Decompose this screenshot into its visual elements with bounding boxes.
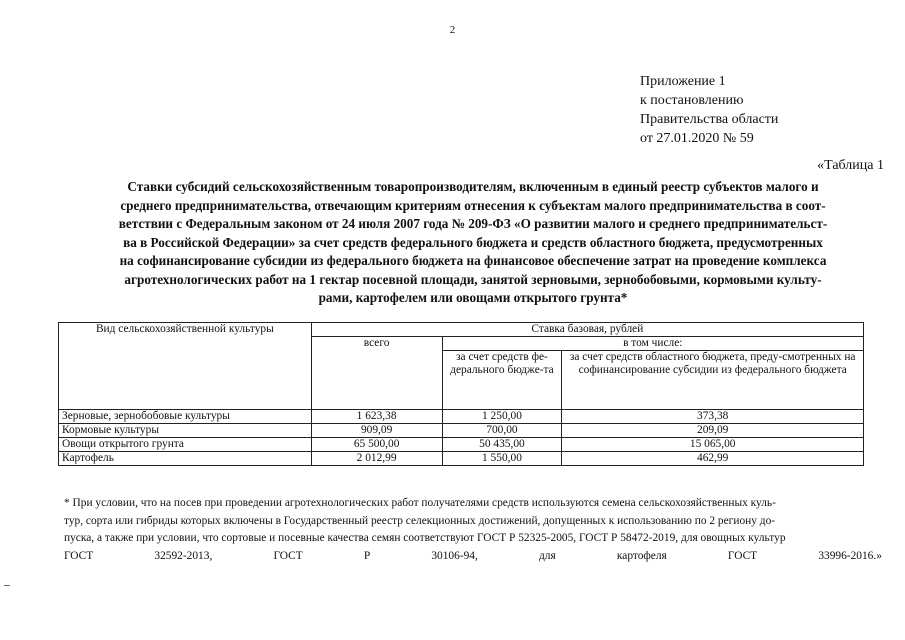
regional-cell: 15 065,00 [562,438,864,452]
header-rate: Ставка базовая, рублей [311,323,863,337]
footnote-line: тур, сорта или гибриды которых включены в Государственный реестр селекционных достижений, допущенных к использованию по 2 региону до- [64,514,776,527]
scan-edge-mark [4,585,10,586]
title-line: агротехнологических работ на 1 гектар посевной площади, занятой зерновыми, зернобобовыми, кормовыми культу- [124,271,822,287]
page-number: 2 [449,24,456,36]
footnote-word: для [539,549,556,562]
regional-cell: 209,09 [562,424,864,438]
footnote [64,495,882,565]
footnote-word: 32592-2013, [154,549,213,562]
regional-cell: 373,38 [562,410,864,424]
footnote-word: ГОСТ [273,549,303,562]
crop-cell: Овощи открытого грунта [59,438,312,452]
document-title [60,178,886,308]
footnote-word: ГОСТ [727,549,758,562]
footnote-word: ГОСТ [64,549,94,562]
footnote-word: картофеля [616,549,667,562]
federal-cell: 700,00 [442,424,562,438]
title-line: среднего предпринимательства, отвечающим критериям отнесения к субъектам малого предпринимательства в соот- [120,197,826,213]
header-total: всего [311,337,442,410]
footnote-word: Р [363,549,371,562]
appendix-line: от 27.01.2020 № 59 [640,131,754,146]
total-cell: 65 500,00 [311,438,442,452]
footnote-word: 30106-94, [431,549,478,562]
title-line: ветствии с Федеральным законом от 24 июля 2007 года № 209-ФЗ «О развитии малого и среднего предпринимательст- [118,216,828,231]
crop-cell: Кормовые культуры [59,424,312,438]
table-label: «Таблица 1 [817,158,884,173]
title-line: ва в Российской Федерации» за счет средств федерального бюджета и средств областного бюджета, предусмотренных [123,234,823,250]
footnote-line: пуска, а также при условии, что сортовые и посевные качества семян соответствуют ГОСТ Р 52325-2005, ГОСТ Р 58472-2019, для овощных культур [64,532,786,544]
title-line: Ставки субсидий сельскохозяйственным товаропроизводителям, включенным в единый реестр субъектов малого и [127,179,819,194]
table-row [59,452,864,466]
appendix-line: Приложение 1 [640,74,726,89]
federal-cell: 1 550,00 [442,452,562,466]
footnote-word: 33996-2016.» [818,549,882,562]
footnote-last-line [64,548,882,566]
table-row [59,410,864,424]
appendix-header [640,72,778,148]
footnote-line: * При условии, что на посев при проведении агротехнологических работ получателями средств используются семена сельскохозяйственных куль- [64,497,776,509]
crop-cell: Картофель [59,452,312,466]
header-crop: Вид сельскохозяйственной культуры [59,323,312,410]
header-regional: за счет средств областного бюджета, преду-смотренных на софинансирование субсидии из федерального бюджета [562,351,864,410]
title-line: на софинансирование субсидии из федерального бюджета на финансовое обеспечение затрат на проведение комплекса [119,253,827,268]
total-cell: 909,09 [311,424,442,438]
subsidy-rates-table [58,322,864,466]
total-cell: 1 623,38 [311,410,442,424]
total-cell: 2 012,99 [311,452,442,466]
table-row [59,424,864,438]
crop-cell: Зерновые, зернобобовые культуры [59,410,312,424]
regional-cell: 462,99 [562,452,864,466]
header-federal: за счет средств фе-дерального бюдже-та [442,351,562,410]
appendix-line: к постановлению [640,93,744,108]
header-including: в том числе: [442,337,863,351]
title-line: рами, картофелем или овощами открытого грунта* [318,290,628,305]
table-row [59,438,864,452]
federal-cell: 50 435,00 [442,438,562,452]
federal-cell: 1 250,00 [442,410,562,424]
appendix-line: Правительства области [640,112,779,127]
